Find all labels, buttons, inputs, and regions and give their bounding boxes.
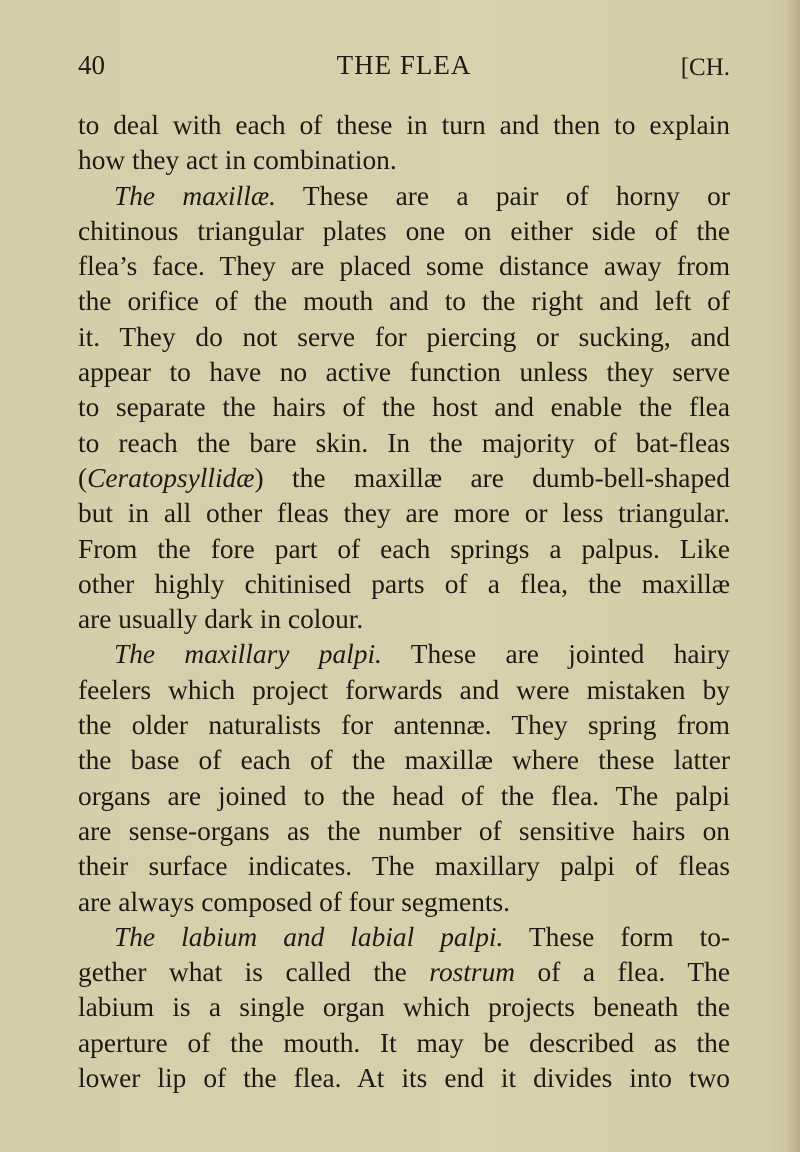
page-edge-shadow bbox=[786, 0, 800, 1152]
text-line bbox=[78, 214, 730, 249]
line-text: feelers which project forwards and were mistaken by bbox=[78, 674, 730, 705]
page-number: 40 bbox=[78, 50, 105, 80]
text-line bbox=[78, 708, 730, 743]
line-text: labium is a single organ which projects beneath the bbox=[78, 992, 730, 1023]
line-text: These are a pair of horny or bbox=[276, 180, 730, 211]
text-line bbox=[78, 496, 730, 531]
text-line bbox=[78, 637, 730, 672]
line-text: the base of each of the maxillæ where these latter bbox=[78, 745, 730, 776]
text-line bbox=[78, 779, 730, 814]
text-line bbox=[78, 426, 730, 461]
text-line bbox=[78, 249, 730, 284]
line-text: lower lip of the flea. At its end it divides into two bbox=[78, 1063, 730, 1094]
text-line bbox=[78, 955, 730, 990]
text-line bbox=[78, 885, 730, 920]
italic-text: The maxillary palpi. bbox=[114, 639, 382, 670]
text-line bbox=[78, 108, 730, 143]
line-text: ) the maxillæ are dumb-bell-shaped bbox=[254, 462, 730, 493]
body-text bbox=[78, 108, 730, 1096]
line-text: their surface indicates. The maxillary palpi of fleas bbox=[78, 851, 730, 882]
italic-text: The labium and labial palpi. bbox=[114, 921, 504, 952]
line-text: to deal with each of these in turn and then to explain bbox=[78, 110, 730, 140]
text-line bbox=[78, 920, 730, 955]
line-text: it. They do not serve for piercing or sucking, and bbox=[78, 321, 730, 352]
text-line bbox=[78, 990, 730, 1025]
line-text: to reach the bare skin. In the majority of bat-fleas bbox=[78, 427, 730, 458]
running-head bbox=[78, 50, 730, 90]
text-line bbox=[78, 532, 730, 567]
line-text: appear to have no active function unless they serve bbox=[78, 357, 730, 388]
italic-text: rostrum bbox=[429, 957, 516, 988]
line-text: These are jointed hairy bbox=[381, 639, 730, 670]
book-title: THE FLEA bbox=[336, 50, 472, 80]
line-text: aperture of the mouth. It may be described as the bbox=[78, 1027, 730, 1058]
text-line bbox=[78, 320, 730, 355]
text-line bbox=[78, 673, 730, 708]
text-line bbox=[78, 602, 730, 637]
text-line bbox=[78, 1061, 730, 1096]
text-line bbox=[78, 390, 730, 425]
text-line bbox=[78, 143, 730, 178]
line-text: the orifice of the mouth and to the right and left of bbox=[78, 286, 730, 317]
line-text: From the fore part of each springs a palpus. Like bbox=[78, 533, 730, 564]
line-text: are sense-organs as the number of sensitive hairs on bbox=[78, 815, 730, 846]
line-text: are always composed of four segments. bbox=[78, 886, 511, 917]
text-line bbox=[78, 179, 730, 214]
italic-text: The maxillæ. bbox=[114, 180, 277, 211]
text-line bbox=[78, 567, 730, 602]
line-text: ( bbox=[78, 462, 88, 493]
text-line bbox=[78, 461, 730, 496]
line-text: but in all other fleas they are more or less triangular. bbox=[78, 498, 730, 529]
line-text: gether what is called the bbox=[78, 957, 430, 988]
line-text: organs are joined to the head of the flea. The palpi bbox=[78, 780, 730, 811]
text-line bbox=[78, 355, 730, 390]
line-text: of a flea. The bbox=[515, 957, 730, 988]
text-line bbox=[78, 1026, 730, 1061]
line-text: the older naturalists for antennæ. They spring from bbox=[78, 710, 730, 741]
chapter-mark: [CH. bbox=[680, 54, 730, 81]
line-text: how they act in combination. bbox=[78, 145, 397, 176]
text-line bbox=[78, 284, 730, 319]
line-text: to separate the hairs of the host and enable the flea bbox=[78, 392, 730, 423]
text-line bbox=[78, 814, 730, 849]
line-text: flea’s face. They are placed some distance away from bbox=[78, 251, 730, 282]
line-text: are usually dark in colour. bbox=[78, 604, 364, 635]
line-text: These form to- bbox=[503, 921, 731, 952]
line-text: chitinous triangular plates one on either side of the bbox=[78, 215, 730, 246]
line-text: other highly chitinised parts of a flea, the maxillæ bbox=[78, 568, 730, 599]
text-line bbox=[78, 743, 730, 778]
text-line bbox=[78, 849, 730, 884]
italic-text: Ceratopsyllidæ bbox=[87, 462, 255, 493]
